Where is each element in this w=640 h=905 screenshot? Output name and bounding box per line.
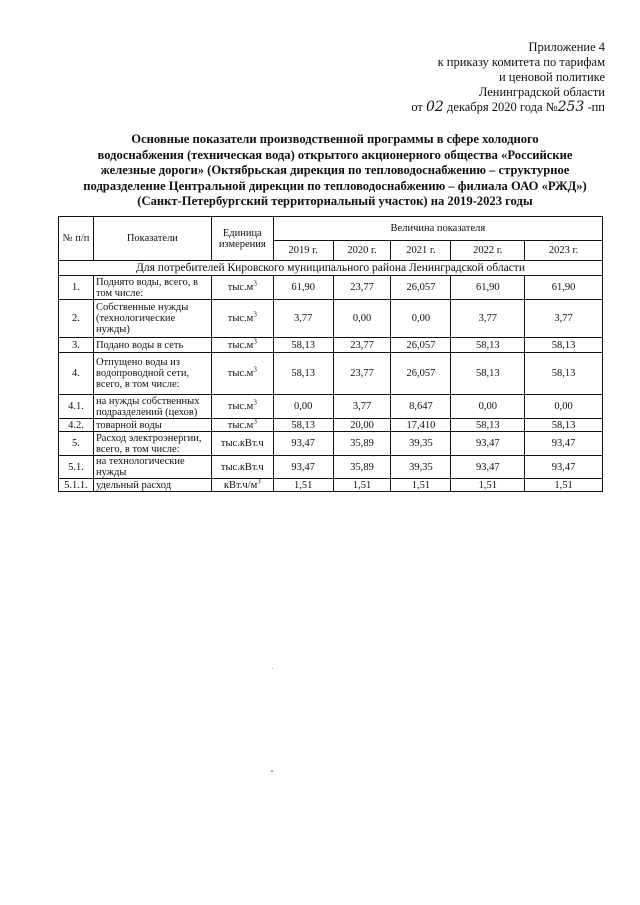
row-unit xyxy=(211,456,273,479)
unit-exponent: 3 xyxy=(257,477,261,485)
row-unit xyxy=(211,353,273,395)
row-value: 3,77 xyxy=(525,300,603,338)
row-number: 5. xyxy=(59,432,94,456)
unit-base: тыс.кВт.ч xyxy=(220,461,264,473)
document-title xyxy=(70,132,600,210)
row-value: 58,13 xyxy=(451,353,525,395)
row-unit xyxy=(211,338,273,353)
row-value: 35,89 xyxy=(333,432,391,456)
row-value: 23,77 xyxy=(333,353,391,395)
title-line-4: подразделение Центральной дирекции по тепловодоснабжению – филиала ОАО «РЖД») xyxy=(83,178,587,193)
row-number: 2. xyxy=(59,300,94,338)
row-value: 58,13 xyxy=(451,338,525,353)
handwritten-day: 02 xyxy=(426,99,444,115)
table-row xyxy=(59,395,603,419)
row-value: 0,00 xyxy=(333,300,391,338)
row-unit xyxy=(211,419,273,432)
unit-exponent: 3 xyxy=(253,417,257,425)
section-heading: Для потребителей Кировского муниципального района Ленинградской области xyxy=(59,261,603,276)
row-value: 61,90 xyxy=(525,276,603,300)
row-unit xyxy=(211,432,273,456)
row-value: 1,51 xyxy=(273,479,333,492)
table-row xyxy=(59,419,603,432)
scan-speck xyxy=(271,770,273,772)
table-row xyxy=(59,353,603,395)
header-indicators: Показатели xyxy=(93,217,211,261)
row-value: 26,057 xyxy=(391,353,451,395)
row-indicator: Собственные нужды (технологические нужды) xyxy=(93,300,211,338)
row-unit xyxy=(211,300,273,338)
row-number: 5.1.1. xyxy=(59,479,94,492)
row-value: 20,00 xyxy=(333,419,391,432)
header-year-2022: 2022 г. xyxy=(451,241,525,261)
header-value-group: Величина показателя xyxy=(273,217,602,241)
date-suffix: -пп xyxy=(584,100,605,114)
row-indicator: на нужды собственных подразделений (цехов) xyxy=(93,395,211,419)
handwritten-number: 253 xyxy=(557,99,585,115)
row-value: 17,410 xyxy=(391,419,451,432)
row-value: 26,057 xyxy=(391,276,451,300)
table-row xyxy=(59,432,603,456)
unit-exponent: 3 xyxy=(253,365,257,374)
header-year-2020: 2020 г. xyxy=(333,241,391,261)
row-unit xyxy=(211,395,273,419)
unit-exponent: 3 xyxy=(253,310,257,319)
appendix-order-line: к приказу комитета по тарифам xyxy=(437,55,605,69)
appendix-title: Приложение 4 xyxy=(528,40,605,54)
row-unit xyxy=(211,479,273,492)
row-unit xyxy=(211,276,273,300)
table-row xyxy=(59,479,603,492)
unit-base: тыс.м xyxy=(227,401,254,412)
appendix-committee-line: и ценовой политике xyxy=(498,70,605,84)
scan-speck xyxy=(272,668,273,669)
row-value: 58,13 xyxy=(273,353,333,395)
row-value: 61,90 xyxy=(451,276,525,300)
unit-exponent: 3 xyxy=(253,337,257,345)
row-indicator: Расход электроэнергии, всего, в том числе: xyxy=(93,432,211,456)
row-value: 93,47 xyxy=(273,432,333,456)
unit-base: тыс.м xyxy=(227,419,254,431)
row-value: 3,77 xyxy=(333,395,391,419)
row-value: 58,13 xyxy=(525,338,603,353)
row-value: 58,13 xyxy=(273,338,333,353)
row-value: 1,51 xyxy=(451,479,525,492)
row-value: 61,90 xyxy=(273,276,333,300)
row-value: 58,13 xyxy=(273,419,333,432)
header-year-2019: 2019 г. xyxy=(273,241,333,261)
row-value: 26,057 xyxy=(391,338,451,353)
row-number: 4.1. xyxy=(59,395,94,419)
table-row xyxy=(59,276,603,300)
row-value: 58,13 xyxy=(525,353,603,395)
header-year-2023: 2023 г. xyxy=(525,241,603,261)
unit-exponent: 3 xyxy=(253,398,257,407)
row-indicator: Подано воды в сеть xyxy=(93,338,211,353)
table-row xyxy=(59,338,603,353)
row-value: 35,89 xyxy=(333,456,391,479)
title-line-2: водоснабжения (техническая вода) открытого акционерного общества «Российские xyxy=(97,147,573,162)
row-number: 1. xyxy=(59,276,94,300)
row-value: 0,00 xyxy=(273,395,333,419)
appendix-header xyxy=(325,40,605,115)
unit-exponent: 3 xyxy=(253,279,257,288)
row-value: 3,77 xyxy=(273,300,333,338)
row-value: 1,51 xyxy=(333,479,391,492)
unit-base: тыс.м xyxy=(227,282,254,293)
row-indicator: удельный расход xyxy=(93,479,211,492)
header-year-2021: 2021 г. xyxy=(391,241,451,261)
row-number: 4. xyxy=(59,353,94,395)
date-middle: декабря 2020 года № xyxy=(443,100,558,114)
row-value: 23,77 xyxy=(333,276,391,300)
header-unit: Единица измерения xyxy=(211,217,273,261)
row-value: 3,77 xyxy=(451,300,525,338)
row-value: 39,35 xyxy=(391,456,451,479)
date-prefix: от xyxy=(411,100,427,114)
unit-base: тыс.м xyxy=(227,313,254,324)
row-value: 8,647 xyxy=(391,395,451,419)
row-value: 58,13 xyxy=(451,419,525,432)
indicators-table xyxy=(58,216,603,492)
unit-base: тыс.м xyxy=(227,368,254,379)
row-value: 23,77 xyxy=(333,338,391,353)
row-number: 3. xyxy=(59,338,94,353)
row-indicator: на технологические нужды xyxy=(93,456,211,479)
row-value: 39,35 xyxy=(391,432,451,456)
row-indicator: товарной воды xyxy=(93,419,211,432)
row-value: 1,51 xyxy=(525,479,603,492)
row-value: 58,13 xyxy=(525,419,603,432)
table-row xyxy=(59,300,603,338)
header-num: № п/п xyxy=(59,217,94,261)
row-value: 93,47 xyxy=(525,432,603,456)
row-value: 93,47 xyxy=(451,456,525,479)
title-line-3: железные дороги» (Октябрьская дирекция по тепловодоснабжению – структурное xyxy=(100,163,570,178)
unit-base: кВт.ч/м xyxy=(223,479,258,491)
title-line-5: (Санкт-Петербургский территориальный участок) на 2019-2023 годы xyxy=(137,194,533,209)
unit-base: тыс.кВт.ч xyxy=(220,438,264,449)
title-line-1: Основные показатели производственной программы в сфере холодного xyxy=(131,132,539,146)
row-value: 0,00 xyxy=(525,395,603,419)
table-row xyxy=(59,456,603,479)
row-value: 93,47 xyxy=(525,456,603,479)
row-value: 0,00 xyxy=(391,300,451,338)
unit-base: тыс.м xyxy=(227,339,254,351)
row-value: 1,51 xyxy=(391,479,451,492)
row-value: 0,00 xyxy=(451,395,525,419)
row-value: 93,47 xyxy=(451,432,525,456)
row-value: 93,47 xyxy=(273,456,333,479)
row-indicator: Отпущено воды из водопроводной сети, всего, в том числе: xyxy=(93,353,211,395)
row-indicator: Поднято воды, всего, в том числе: xyxy=(93,276,211,300)
row-number: 4.2. xyxy=(59,419,94,432)
row-number: 5.1. xyxy=(59,456,94,479)
appendix-region-line: Ленинградской области xyxy=(478,85,605,99)
appendix-date-line xyxy=(325,100,605,115)
